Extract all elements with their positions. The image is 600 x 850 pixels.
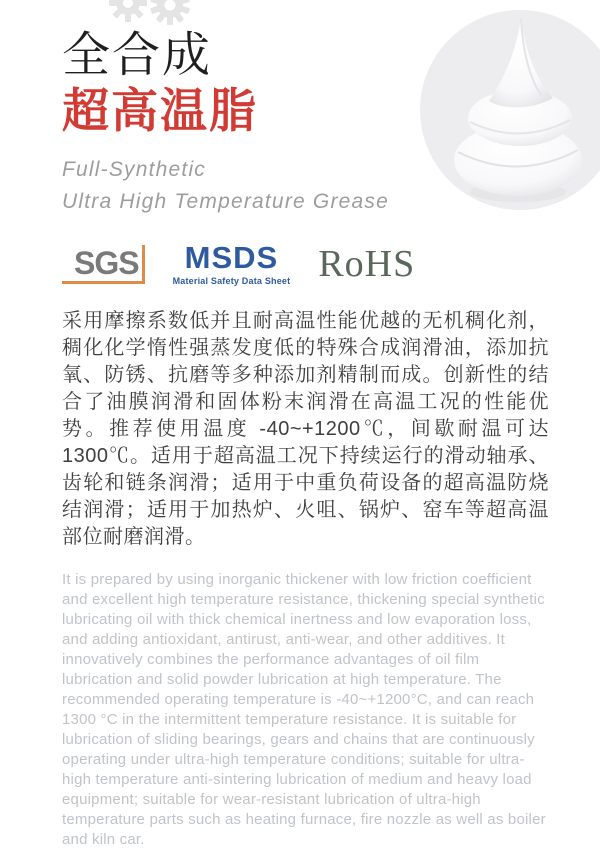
content bbox=[62, 30, 549, 850]
msds-logo bbox=[173, 242, 291, 286]
description-chinese: 采用摩擦系数低并且耐高温性能优越的无机稠化剂，稠化化学惰性强蒸发度低的特殊合成润滑油，添加抗氧、防锈、抗磨等多种添加剂精制而成。创新性的结合了油膜润滑和固体粉末润滑在高温工况的性能优势。推荐使用温度 -40~+1200℃，间歇耐温可达 1300℃。适用于超高温工况下持续运行的滑动轴承、齿轮和链条润滑；适用于中重负荷设备的超高温防烧结润滑；适用于加热炉、火咀、锅炉、窑车等超高温部位耐磨润滑。 bbox=[62, 310, 549, 549]
msds-logo-subtitle: Material Safety Data Sheet bbox=[172, 276, 291, 287]
subtitle-en-line2: Ultra High Temperature Grease bbox=[62, 190, 389, 214]
msds-logo-label: MSDS bbox=[184, 240, 279, 276]
gears-icon bbox=[102, 0, 212, 28]
description-english: It is prepared by using inorganic thickener with low friction coefficient and excellent high temperature resistance, thickening special synthetic lubricating oil with thick chemical inertness and low evaporation loss, and adding antioxidant, antirust, anti-wear, and other additives. It innovatively combines the performance advantages of oil film lubrication and solid powder lubrication at high temperature. The recommended operating temperature is -40~+1200°C, and can reach 1300 °C in the intermittent temperature resistance. It is suitable for lubrication of sliding bearings, gears and chains that are continuously operating under ultra-high temperature conditions; suitable for ultra-high temperature anti-sintering lubrication of medium and heavy load equipment; suitable for wear-resistant lubrication of ultra-high temperature parts such as heating furnace, fire nozzle as well as boiler and kiln car. bbox=[62, 571, 546, 849]
certification-logos bbox=[62, 242, 549, 286]
sgs-logo: SGS bbox=[62, 245, 145, 284]
subtitle-en-line1: Full-Synthetic bbox=[62, 158, 207, 182]
title-cn-line2: 超高温脂 bbox=[62, 83, 258, 137]
subtitle-en bbox=[62, 154, 549, 218]
rohs-logo: RoHS bbox=[318, 243, 416, 286]
title-cn-line1: 全合成 bbox=[62, 29, 213, 82]
